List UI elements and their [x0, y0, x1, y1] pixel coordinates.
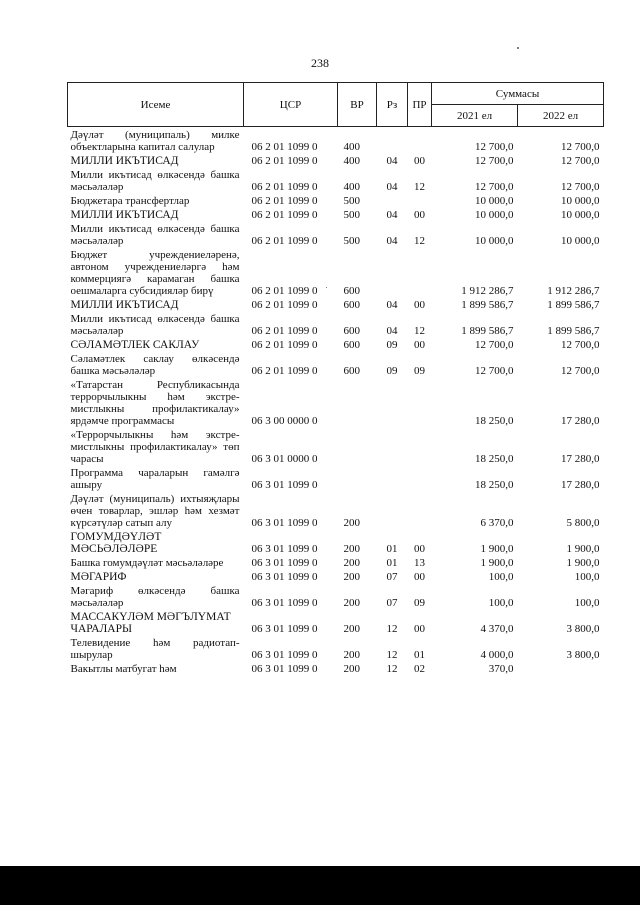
row-amount-2022: 1 900,0 — [566, 557, 600, 569]
row-amount-2022: 100,0 — [574, 571, 600, 583]
row-pr: 13 — [414, 557, 425, 569]
row-pr: 12 — [414, 325, 425, 337]
table-row — [68, 207, 604, 221]
row-name: «Татарстан Республикасында террорчылыкны һәм экстре-мистлыкны профилактикалау» ярдәмче программасы — [70, 379, 240, 427]
row-pr: 12 — [414, 181, 425, 193]
row-amount-2021: 18 250,0 — [475, 453, 514, 465]
row-amount-2022: 10 000,0 — [561, 195, 600, 207]
row-rz: 04 — [386, 325, 398, 337]
row-amount-2021: 12 700,0 — [475, 365, 514, 377]
row-pr: 12 — [414, 235, 425, 247]
row-vr: 200 — [343, 557, 360, 569]
row-rz: 12 — [386, 649, 398, 661]
row-vr: 200 — [343, 597, 360, 609]
table-row — [68, 583, 604, 609]
row-csr: 06 3 01 1099 0 — [251, 517, 318, 529]
row-amount-2021: 6 370,0 — [480, 517, 514, 529]
row-csr: 06 3 01 1099 0 — [251, 571, 318, 583]
row-pr — [408, 127, 432, 154]
row-name: ГОМУМДӘҮЛӘТ МӘСЬӘЛӘЛӘРЕ — [70, 531, 162, 555]
row-csr: 06 2 01 1099 0 — [251, 141, 318, 153]
table-row — [68, 221, 604, 247]
row-vr: 400 — [343, 181, 360, 193]
row-pr: 00 — [414, 543, 425, 555]
row-pr — [408, 247, 432, 297]
table-row — [68, 377, 604, 427]
row-amount-2022: 10 000,0 — [561, 235, 600, 247]
row-vr: 200 — [343, 543, 360, 555]
row-name: Бюджет учреждениеләренә, автоном учреждениеләргә һәм коммерциягә карамаган башка оешмаларга субсидияләр бирү — [70, 249, 240, 297]
row-amount-2021: 12 700,0 — [475, 155, 514, 167]
row-csr: 06 2 01 1099 0 — [251, 235, 318, 247]
table-row — [68, 297, 604, 311]
table-row — [68, 351, 604, 377]
row-csr: 06 3 01 1099 0 — [251, 557, 318, 569]
row-amount-2022: 100,0 — [574, 597, 600, 609]
row-amount-2022 — [518, 661, 604, 675]
table-row — [68, 569, 604, 583]
row-amount-2022: 17 280,0 — [561, 415, 600, 427]
row-amount-2021: 4 370,0 — [480, 623, 514, 635]
row-name: МИЛЛИ ИКЪТИСАД — [70, 209, 179, 221]
row-csr: 06 2 01 1099 0 — [251, 285, 318, 297]
row-amount-2022: 12 700,0 — [561, 339, 600, 351]
row-csr: 06 3 01 1099 0 — [251, 623, 318, 635]
row-csr: 06 2 01 1099 0 — [251, 181, 318, 193]
row-amount-2021: 10 000,0 — [475, 235, 514, 247]
row-rz — [377, 127, 408, 154]
row-csr: 06 3 01 1099 0 — [251, 663, 318, 675]
row-csr: 06 2 01 1099 0 — [251, 365, 318, 377]
row-amount-2022: 12 700,0 — [561, 155, 600, 167]
row-rz — [377, 427, 408, 465]
row-name: Милли икътисад өлкәсендә башка мәсьәләләр — [70, 223, 240, 247]
table-row — [68, 661, 604, 675]
row-pr: 02 — [414, 663, 425, 675]
row-name: МИЛЛИ ИКЪТИСАД — [70, 299, 179, 311]
row-vr: 500 — [343, 209, 360, 221]
row-pr — [408, 491, 432, 529]
row-vr: 400 — [343, 155, 360, 167]
row-amount-2022: 1 899 586,7 — [547, 299, 600, 311]
row-amount-2022: 1 899 586,7 — [547, 325, 600, 337]
row-amount-2022: 17 280,0 — [561, 479, 600, 491]
row-name: Мәгариф өлкәсендә башка мәсьәләләр — [70, 585, 240, 609]
row-amount-2021: 1 900,0 — [480, 543, 514, 555]
budget-table — [67, 82, 604, 675]
table-header — [68, 83, 604, 127]
row-csr: 06 2 01 1099 0 — [251, 339, 318, 351]
row-rz — [377, 377, 408, 427]
row-amount-2021: 100,0 — [488, 571, 514, 583]
row-name: МӘГАРИФ — [70, 571, 127, 583]
row-rz: 01 — [386, 557, 398, 569]
row-vr: 200 — [343, 663, 360, 675]
row-amount-2021: 370,0 — [488, 663, 514, 675]
row-rz — [377, 247, 408, 297]
row-pr: 00 — [414, 571, 425, 583]
row-csr: 06 2 01 1099 0 — [251, 209, 318, 221]
row-vr: 200 — [343, 649, 360, 661]
col-header-2021: 2021 ел — [432, 105, 518, 127]
row-vr — [338, 377, 377, 427]
row-pr: 00 — [414, 155, 425, 167]
row-csr: 06 3 01 1099 0 — [251, 543, 318, 555]
page-number: 238 — [311, 56, 329, 70]
row-csr: 06 3 01 1099 0 — [251, 479, 318, 491]
row-vr: 600 — [343, 285, 360, 297]
row-pr — [408, 465, 432, 491]
row-rz: 04 — [386, 299, 398, 311]
row-pr: 00 — [414, 339, 425, 351]
row-amount-2022: 12 700,0 — [561, 181, 600, 193]
row-vr: 200 — [343, 623, 360, 635]
row-pr — [408, 427, 432, 465]
row-amount-2021: 1 899 586,7 — [461, 299, 514, 311]
row-amount-2021: 12 700,0 — [475, 181, 514, 193]
row-name: МИЛЛИ ИКЪТИСАД — [70, 155, 179, 167]
scan-speck — [517, 47, 519, 49]
row-rz — [377, 491, 408, 529]
col-header-2022: 2022 ел — [518, 105, 604, 127]
row-vr: 400 — [343, 141, 360, 153]
row-amount-2022: 1 912 286,7 — [547, 285, 600, 297]
row-amount-2022: 3 800,0 — [566, 623, 600, 635]
row-pr: 09 — [414, 597, 425, 609]
row-amount-2022: 1 900,0 — [566, 543, 600, 555]
col-header-vr: ВР — [338, 83, 377, 127]
table-row — [68, 153, 604, 167]
row-amount-2022: 3 800,0 — [566, 649, 600, 661]
row-name: Телевидение һәм радиотап-шырулар — [70, 637, 240, 661]
row-pr: 00 — [414, 299, 425, 311]
row-rz: 09 — [386, 339, 398, 351]
row-rz — [377, 193, 408, 207]
row-name: Бюджетара трансфертлар — [70, 195, 190, 207]
row-csr: 06 2 01 1099 0 — [251, 155, 318, 167]
row-amount-2021: 10 000,0 — [475, 209, 514, 221]
row-amount-2021: 18 250,0 — [475, 479, 514, 491]
row-rz: 09 — [386, 365, 398, 377]
row-name: МАССАКҮЛӘМ МӘГЪЛҮМАТ ЧАРАЛАРЫ — [70, 611, 231, 635]
row-amount-2022: 10 000,0 — [561, 209, 600, 221]
row-csr: 06 2 01 1099 0 — [251, 299, 318, 311]
row-csr: 06 3 00 0000 0 — [251, 415, 318, 427]
row-amount-2021: 1 899 586,7 — [461, 325, 514, 337]
table-row — [68, 127, 604, 154]
col-header-pr: ПР — [408, 83, 432, 127]
row-name: Милли икътисад өлкәсендә башка мәсьәләләр — [70, 169, 240, 193]
row-csr: 06 3 01 1099 0 — [251, 649, 318, 661]
col-header-rz: Рз — [377, 83, 408, 127]
row-vr — [338, 427, 377, 465]
row-amount-2021: 4 000,0 — [480, 649, 514, 661]
row-vr — [338, 465, 377, 491]
table-row — [68, 491, 604, 529]
row-rz: 07 — [386, 597, 398, 609]
row-amount-2022: 5 800,0 — [566, 517, 600, 529]
table-row — [68, 247, 604, 297]
row-csr: 06 3 01 1099 0 — [251, 597, 318, 609]
row-pr: 00 — [414, 209, 425, 221]
row-rz: 04 — [386, 209, 398, 221]
col-header-sums: Суммасы — [432, 83, 604, 105]
row-amount-2022: 17 280,0 — [561, 453, 600, 465]
row-pr — [408, 193, 432, 207]
row-vr: 500 — [343, 235, 360, 247]
row-rz: 12 — [386, 663, 398, 675]
row-vr: 600 — [343, 299, 360, 311]
table-row — [68, 427, 604, 465]
col-header-csr: ЦСР — [244, 83, 338, 127]
row-rz: 01 — [386, 543, 398, 555]
row-csr: 06 2 01 1099 0 — [251, 325, 318, 337]
row-rz — [377, 465, 408, 491]
row-amount-2021: 12 700,0 — [475, 339, 514, 351]
row-amount-2022: 12 700,0 — [561, 365, 600, 377]
scan-border — [0, 866, 640, 905]
table-row — [68, 635, 604, 661]
row-name: Милли икътисад өлкәсендә башка мәсьәләләр — [70, 313, 240, 337]
row-name: «Террорчылыкны һәм экстре-мистлыкны профилактикалау» төп чарасы — [70, 429, 240, 465]
row-name: Сәламәтлек саклау өлкәсендә башка мәсьәләләр — [70, 353, 240, 377]
row-vr: 500 — [343, 195, 360, 207]
row-rz: 12 — [386, 623, 398, 635]
table-row — [68, 609, 604, 635]
row-pr: 00 — [414, 623, 425, 635]
table-row — [68, 529, 604, 555]
row-vr: 600 — [343, 339, 360, 351]
row-name: СӘЛАМӘТЛЕК САКЛАУ — [70, 339, 200, 351]
table-row — [68, 555, 604, 569]
row-name: Вакытлы матбугат һәм — [70, 663, 177, 675]
row-amount-2021: 1 900,0 — [480, 557, 514, 569]
row-csr: 06 2 01 1099 0 — [251, 195, 318, 207]
row-pr — [408, 377, 432, 427]
row-pr: 09 — [414, 365, 425, 377]
col-header-name: Исеме — [68, 83, 244, 127]
row-amount-2021: 1 912 286,7 — [461, 285, 514, 297]
row-rz: 04 — [386, 155, 398, 167]
table-row — [68, 337, 604, 351]
row-rz: 04 — [386, 235, 398, 247]
row-name: Программа чараларын гамәлгә ашыру — [70, 467, 240, 491]
row-vr: 200 — [343, 517, 360, 529]
row-name: Башка гомумдәүләт мәсьәләләре — [70, 557, 224, 569]
table-row — [68, 167, 604, 193]
row-amount-2022: 12 700,0 — [561, 141, 600, 153]
row-pr: 01 — [414, 649, 425, 661]
table-row — [68, 311, 604, 337]
row-rz: 07 — [386, 571, 398, 583]
table-row — [68, 465, 604, 491]
row-vr: 600 — [343, 365, 360, 377]
row-vr: 600 — [343, 325, 360, 337]
row-amount-2021: 10 000,0 — [475, 195, 514, 207]
row-amount-2021: 18 250,0 — [475, 415, 514, 427]
row-csr: 06 3 01 0000 0 — [251, 453, 318, 465]
table-body — [68, 127, 604, 676]
row-name: Дәүләт (муниципаль) милке объектларына капитал салулар — [70, 129, 240, 153]
row-rz: 04 — [386, 181, 398, 193]
row-amount-2021: 100,0 — [488, 597, 514, 609]
row-vr: 200 — [343, 571, 360, 583]
table-row — [68, 193, 604, 207]
row-amount-2021: 12 700,0 — [475, 141, 514, 153]
row-name: Дәүләт (муниципаль) ихтыяҗлары өчен товарлар, эшләр һәм хезмәт күрсәтүләр сатып алу — [70, 493, 240, 529]
